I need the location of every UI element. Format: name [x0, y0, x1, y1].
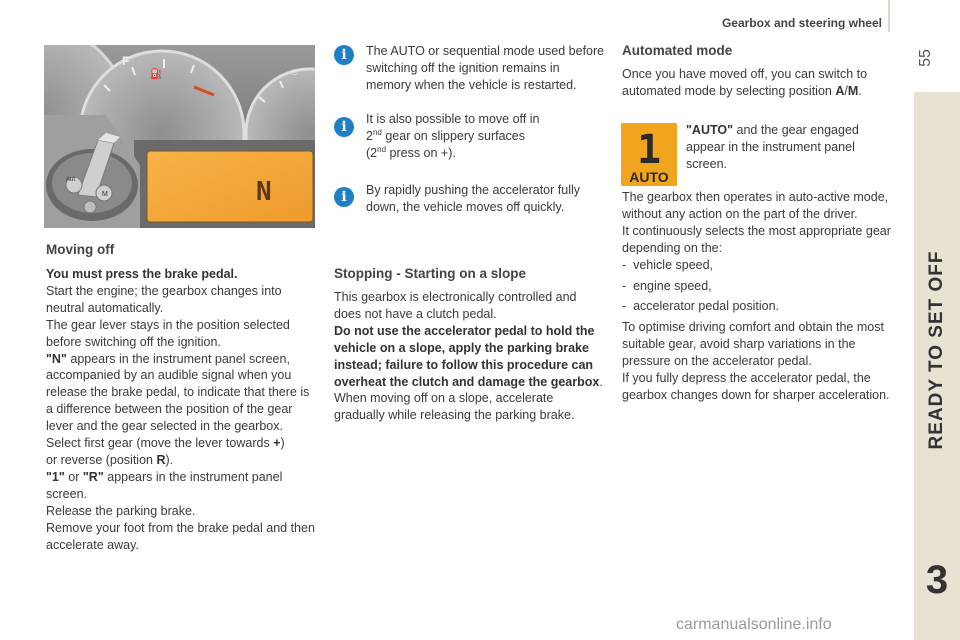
gear-1-label: "1" — [46, 469, 65, 484]
bullet-text: vehicle speed, — [633, 257, 714, 272]
info-icon: i — [334, 117, 354, 137]
start-engine-text: Start the engine; the gearbox changes into neutral automatically. — [46, 283, 282, 315]
info-line-3b: press on +). — [386, 145, 456, 160]
auto-caption-bold: "AUTO" — [686, 123, 734, 137]
automated-heading: Automated mode — [622, 43, 733, 58]
info-sup-a: nd — [372, 127, 382, 137]
select-text-2: ) — [280, 436, 285, 451]
release-brake-text: Release the parking brake. — [46, 503, 196, 518]
header-divider — [888, 0, 890, 32]
slope-warning — [334, 323, 606, 391]
instrument-panel-photo — [44, 45, 315, 228]
info-box-second-gear — [334, 111, 606, 162]
info-line-1: It is also possible to move off in — [366, 112, 540, 126]
slope-intro: This gearbox is electronically controlled and does not have a clutch pedal. — [334, 290, 577, 321]
chapter-number: 3 — [925, 558, 949, 602]
brake-instruction: You must press the brake pedal. — [46, 267, 238, 281]
bullet-text: accelerator pedal position. — [633, 299, 780, 314]
moving-off-body — [46, 266, 316, 553]
moving-off-heading: Moving off — [46, 242, 115, 257]
gear-appears-text — [46, 469, 316, 503]
info-text — [366, 111, 606, 162]
lever-position-text: The gear lever stays in the position selected before switching off the ignition. — [46, 317, 290, 349]
remove-foot-text: Remove your foot from the brake pedal and then accelerate away. — [46, 520, 315, 552]
slope-heading: Stopping - Starting on a slope — [334, 266, 526, 281]
position-separator: / — [844, 83, 848, 98]
n-appears-text — [46, 351, 316, 436]
optimise-text: To optimise driving comfort and obtain the most suitable gear, avoid sharp variations in the pressure on the accelerator pedal. — [622, 320, 884, 369]
gear-r-label: "R" — [82, 469, 104, 484]
automated-body — [622, 189, 896, 404]
auto-caption-text: and the gear engaged appear in the instrument panel screen. — [686, 123, 859, 171]
svg-text:⛽: ⛽ — [150, 69, 163, 80]
or-text: or — [64, 469, 83, 484]
n-appears-body: appears in the instrument panel screen, accompanied by an audible signal when you release the brake pedal, to indicate that there is a difference between the position of the gear lever and the gear selected in the gearbox. — [46, 351, 310, 434]
lever-label-m: M — [102, 191, 108, 198]
plus-symbol: + — [273, 436, 281, 451]
select-gear-text — [46, 435, 316, 469]
svg-text:♨: ♨ — [290, 67, 299, 78]
chapter-label: READY TO SET OFF — [926, 250, 947, 450]
bullet-item: - accelerator pedal position. — [622, 299, 780, 314]
bullet-item: - vehicle speed, — [622, 257, 714, 272]
info-sup-b: nd — [377, 144, 387, 154]
slope-body — [334, 289, 606, 424]
section-title: Gearbox and steering wheel — [721, 16, 882, 30]
operates-text: The gearbox then operates in auto-active mode, without any action on the part of the driver. — [622, 190, 889, 221]
slope-outro: When moving off on a slope, accelerate gradually while releasing the parking brake. — [334, 391, 575, 423]
info-box-auto-memory — [334, 43, 606, 94]
display-gear-char: N — [256, 177, 272, 207]
bullet-item: - engine speed, — [622, 278, 712, 293]
watermark: carmanualsonline.info — [676, 616, 832, 633]
intro-end: . — [858, 83, 862, 98]
select-text-3: or reverse (position — [46, 452, 157, 467]
page-number: 55 — [917, 49, 934, 67]
select-text-4: ). — [165, 452, 174, 467]
auto-badge — [621, 123, 677, 186]
svg-text:F: F — [122, 54, 130, 68]
select-text-1: Select first gear (move the lever towards — [46, 436, 274, 451]
automated-intro — [622, 66, 896, 100]
slope-warning-bold: Do not use the accelerator pedal to hold the vehicle on a slope, apply the parking brake instead; failure to follow this procedure can overheat the clutch and damage the gearbox — [334, 323, 600, 389]
info-line-3a: (2 — [366, 145, 378, 160]
position-m: M — [847, 83, 859, 98]
lever-label-aut: Aut — [66, 177, 76, 183]
auto-badge-label: AUTO — [629, 169, 669, 185]
info-icon: i — [334, 187, 354, 207]
slope-warning-end: . — [599, 374, 603, 389]
info-line-2a: 2 — [366, 128, 373, 143]
info-box-quick-start — [334, 182, 606, 216]
n-label: "N" — [46, 351, 67, 366]
position-a: A — [835, 83, 845, 98]
bullet-text: engine speed, — [633, 278, 712, 293]
info-line-2b: gear on slippery surfaces — [381, 128, 525, 143]
continuously-text: It continuously selects the most appropriate gear depending on the: — [622, 223, 891, 255]
info-text: By rapidly pushing the accelerator fully down, the vehicle moves off quickly. — [366, 183, 581, 214]
auto-caption — [686, 122, 886, 173]
auto-gear-digit: 1 — [636, 127, 662, 173]
appears-body: appears in the instrument panel screen. — [46, 469, 283, 501]
reverse-symbol: R — [156, 452, 166, 467]
depress-text: If you fully depress the accelerator pedal, the gearbox changes down for sharper acceleration. — [622, 371, 890, 402]
info-text: The AUTO or sequential mode used before switching off the ignition remains in memory when the vehicle is restarted. — [366, 44, 605, 92]
info-icon: i — [334, 45, 354, 65]
automated-intro-text: Once you have moved off, you can switch to automated mode by selecting position — [622, 67, 868, 98]
